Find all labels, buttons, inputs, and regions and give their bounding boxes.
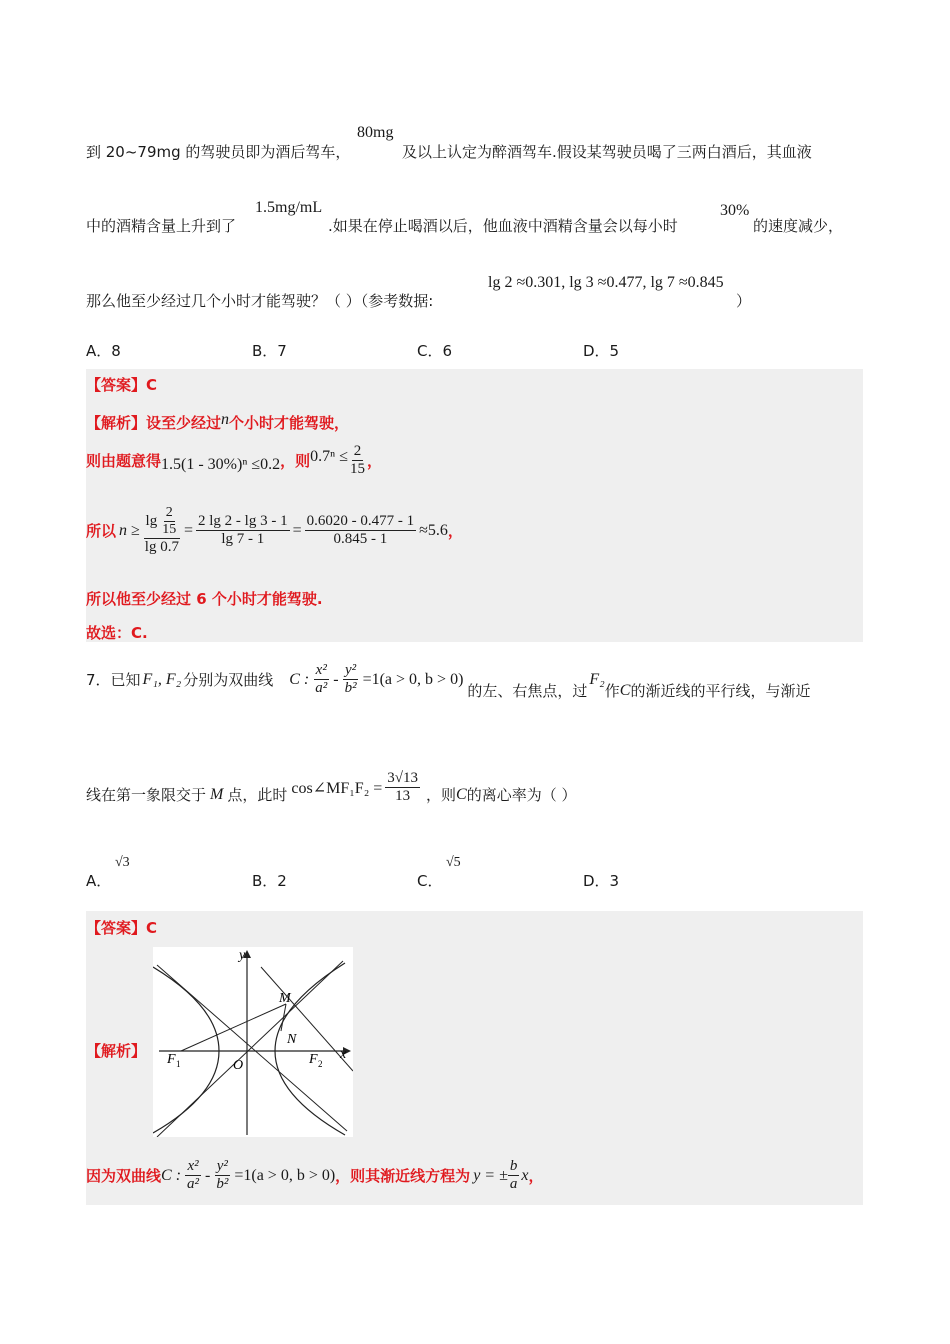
q7-option-c: C．: [417, 872, 443, 890]
q6-line2-post: 的速度减少，: [753, 217, 844, 235]
sol6-step1-expr: 1.5(1 - 30%)ⁿ ≤0.2: [161, 455, 281, 473]
sol6-frac3: [305, 513, 417, 549]
q7-text3: 作: [604, 682, 620, 700]
big-frac-den: lg 0.7: [144, 539, 179, 556]
hyperbola-figure: [153, 947, 353, 1137]
label-x: x: [340, 1047, 347, 1062]
frac3-num: 0.6020 - 0.477 - 1: [305, 513, 417, 531]
q7-curve-lhs: C :: [289, 670, 310, 688]
q7-option-c-math: √5: [446, 855, 461, 870]
label-o: O: [233, 1058, 244, 1073]
q7-text2: 的左、右焦点，过: [467, 682, 588, 700]
q7-m: M: [210, 785, 224, 803]
q7-line2: [86, 770, 577, 806]
sol7-answer: 【答案】C: [86, 919, 158, 937]
q6-val-conc: 1.5mg/mL: [255, 199, 323, 216]
sol6-step2-n: n ≥: [119, 521, 140, 539]
q6-line3-post: ）: [736, 292, 752, 310]
sol7-minus: -: [205, 1166, 211, 1184]
frac2-den: lg 7 - 1: [221, 531, 265, 548]
label-y: y: [239, 948, 246, 963]
sol7-frac3-num: b: [508, 1158, 520, 1176]
frac3-den: 0.845 - 1: [333, 531, 388, 548]
q7-frac2-num: y²: [343, 662, 358, 680]
sol7-frac1-den: a²: [187, 1176, 200, 1193]
q7-option-a: A．: [86, 872, 112, 890]
q7-text4: 的渐近线的平行线，与渐近: [630, 682, 811, 700]
q6-option-d: D．5: [583, 342, 620, 360]
sol7-frac1: [185, 1158, 201, 1194]
q6-line1: [86, 141, 350, 162]
inner-den: 15: [162, 522, 177, 538]
sol6-answer: 【答案】C: [86, 376, 158, 394]
label-n: N: [287, 1032, 297, 1047]
sol7-frac3-den: a: [509, 1176, 518, 1193]
q6-val-80mg: 80mg: [357, 124, 394, 141]
figure-background: [153, 947, 353, 1137]
sol6-analysis-rest: 个小时才能驾驶，: [229, 414, 350, 432]
q7-minus: -: [333, 670, 339, 688]
q7-frac1: [313, 662, 329, 698]
sol7-analysis-label: 【解析】: [86, 1042, 147, 1060]
q7-foci: F₁, F₂: [142, 670, 182, 688]
sol6-step3: 所以他至少经过 6 个小时才能驾驶.: [86, 590, 323, 608]
q7-frac2: [343, 662, 359, 698]
q7-f2: F₂: [589, 670, 605, 688]
inner-num: 2: [164, 505, 175, 522]
sol6-step2-pre: 所以: [86, 522, 117, 541]
q7-c: C: [619, 681, 631, 699]
sol7-frac1-num: x²: [185, 1158, 200, 1176]
q7-number: 7．已知: [86, 671, 141, 689]
sol7-last-rhs: =1(a > 0, b > 0): [234, 1166, 336, 1184]
q7-cos-expr: cos∠MF₁F₂ =: [291, 779, 383, 797]
label-f2-sub: 2: [318, 1059, 323, 1069]
sol6-analysis: [86, 411, 349, 433]
sol6-analysis-label: 【解析】设至少经过: [86, 414, 222, 432]
q7-line1: [86, 658, 866, 701]
sol6-step1: [86, 443, 382, 479]
sol7-last-lhs: C :: [161, 1166, 182, 1184]
q6-ref-data: lg 2 ≈0.301, lg 3 ≈0.477, lg 7 ≈0.845: [488, 274, 724, 291]
big-frac-num: [144, 505, 181, 539]
sol6-step1-pre: 则由题意得: [86, 452, 162, 471]
sol6-step4: 故选：C.: [86, 624, 148, 642]
q7-line2-mid: 点，此时: [227, 786, 288, 805]
sol6-step1-mid: ，则: [280, 452, 311, 471]
q7-text1: 分别为双曲线: [183, 671, 274, 689]
frac2-num: 2 lg 2 - lg 3 - 1: [196, 513, 290, 531]
sol6-frac-2-15: [348, 443, 367, 479]
sol7-frac2-den: b²: [216, 1176, 229, 1193]
q7-frac1-num: x²: [314, 662, 329, 680]
sol7-frac2: [214, 1158, 230, 1194]
q7-option-d: D．3: [583, 872, 620, 890]
label-f1-sub: 1: [176, 1059, 181, 1069]
sol6-step1-end: ，: [367, 452, 383, 471]
q7-line2-post2: 的离心率为（ ）: [466, 786, 577, 805]
sol7-last-end: ，: [528, 1167, 544, 1186]
q6-line3-pre: 那么他至少经过几个小时才能驾驶？（ ）（参考数据:: [86, 292, 434, 310]
sol6-step2-end: ，: [447, 522, 463, 541]
q7-option-b: B．2: [252, 872, 287, 890]
q7-line2-pre: 线在第一象限交于: [86, 786, 207, 805]
lg-label: lg: [145, 512, 158, 529]
q6-line1-text: 到 20~79mg 的驾驶员即为酒后驾车，: [86, 143, 351, 161]
q7-curve-rhs: =1(a > 0, b > 0): [362, 670, 464, 688]
sol7-frac3: [508, 1158, 520, 1194]
q7-cos-num: 3√13: [385, 770, 420, 788]
sol6-big-frac: [143, 505, 181, 556]
q6-option-a: A．8: [86, 342, 121, 360]
sol6-step1-expr2: 0.7ⁿ ≤: [310, 447, 348, 465]
q7-option-a-math: √3: [115, 855, 130, 870]
q6-option-b: B．7: [252, 342, 287, 360]
sol7-last-pre: 因为双曲线: [86, 1167, 162, 1186]
q7-frac2-den: b²: [344, 680, 357, 696]
q7-line2-post1: ，则: [426, 786, 457, 805]
label-m: M: [279, 991, 291, 1006]
sol7-last-mid: ，则其渐近线方程为: [335, 1167, 471, 1186]
q7-c2: C: [456, 785, 467, 803]
q7-frac1-den: a²: [315, 680, 328, 696]
sol6-frac2: [196, 513, 290, 549]
sol6-n: n: [221, 411, 230, 428]
q7-cos-frac: [385, 770, 420, 806]
q7-cos-den: 13: [395, 788, 411, 805]
q6-line2-mid: .如果在停止喝酒以后，他血液中酒精含量会以每小时: [328, 217, 678, 235]
frac-den: 15: [350, 461, 365, 478]
frac-num: 2: [352, 443, 364, 461]
q6-val-pct: 30%: [720, 202, 750, 219]
inner-frac: [160, 505, 178, 538]
sol7-last-y: y = ±: [473, 1166, 508, 1184]
sol6-result: ≈5.6: [419, 521, 448, 539]
label-f2: F: [309, 1052, 318, 1067]
sol6-step2: 所以 n ≥ lg $\frac{2}{15}$ lg 0.7 = $\frac{2 \lg 2 - \lg 3 - 1}{\lg 7 - 1}$ = $\frac{0.6020 - 0.477 - 1}{0.845 - 1}$ ≈5.6 ，: [86, 505, 463, 556]
sol7-last-x: x: [521, 1166, 529, 1184]
q6-line1-post: 及以上认定为醉酒驾车.假设某驾驶员喝了三两白酒后，其血液: [402, 143, 812, 161]
sol7-frac2-num: y²: [215, 1158, 230, 1176]
q6-option-c: C．6: [417, 342, 453, 360]
label-f1: F: [167, 1052, 176, 1067]
sol7-last-line: [86, 1158, 544, 1194]
q6-line2-pre: 中的酒精含量上升到了: [86, 217, 237, 235]
